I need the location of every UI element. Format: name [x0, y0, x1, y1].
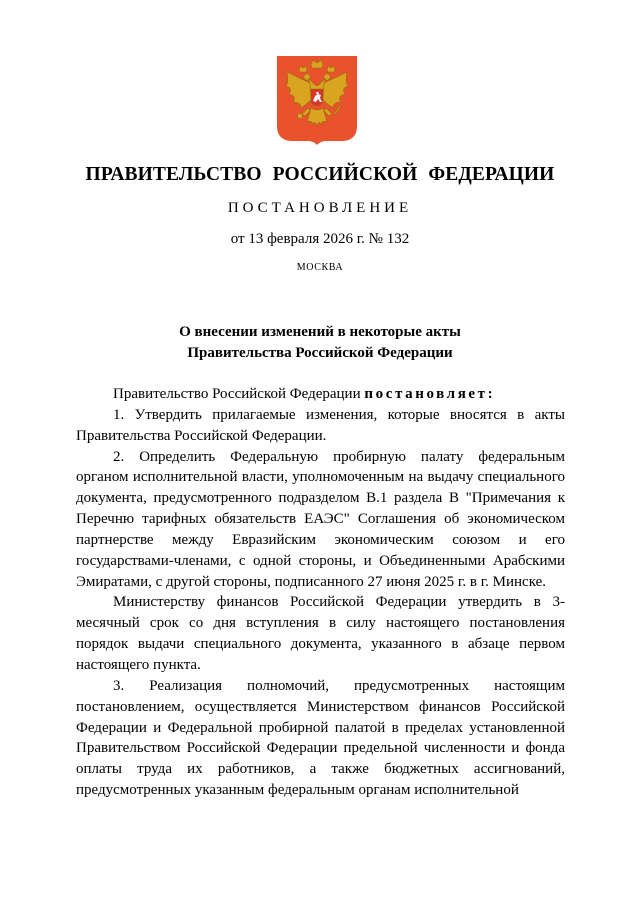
- paragraph-1: 1. Утвердить прилагаемые изменения, которые вносятся в акты Правительства Российской Федерации.: [76, 406, 565, 444]
- intro-prefix: Правительство Российской Федерации: [113, 386, 365, 402]
- document-city: МОСКВА: [296, 262, 344, 273]
- document-subject: [0, 322, 640, 364]
- government-title: ПРАВИТЕЛЬСТВО РОССИЙСКОЙ ФЕДЕРАЦИИ: [85, 164, 555, 185]
- coat-of-arms-icon: [277, 56, 357, 145]
- intro-paragraph: [76, 384, 565, 405]
- subject-line-1: О внесении изменений в некоторые акты: [179, 324, 461, 340]
- document-type: ПОСТАНОВЛЕНИЕ: [227, 200, 413, 216]
- paragraph-3: Министерству финансов Российской Федерации утвердить в 3-месячный срок со дня вступления в силу настоящего постановления порядок выдачи специального документа, указанного в абзаце первом настоящего пункта.: [76, 594, 565, 673]
- subject-line-2: Правительства Российской Федерации: [187, 345, 453, 361]
- paragraph-4: 3. Реализация полномочий, предусмотренных настоящим постановлением, осуществляется Министерством финансов Российской Федерации и Федеральной пробирной палатой в пределах установленной Правительством Российской Федерации предельной численности и фонда оплаты труда их работников, а также бюджетных ассигнований, предусмотренных указанным федеральным органам исполнительной: [76, 677, 565, 799]
- paragraph-2: 2. Определить Федеральную пробирную палату федеральным органом исполнительной власти, уполномоченным на выдачу специального документа, предусмотренного подразделом В.1 раздела В "Примечания к Перечню тарифных обязательств ЕАЭС" Соглашения об экономическом партнерстве между Евразийским экономическим союзом и его государствами-членами, с одной стороны, и Объединенными Арабскими Эмиратами, с другой стороны, подписанного 27 июня 2025 г. в г. Минске.: [76, 448, 565, 590]
- document-date: от 13 февраля 2026 г. № 132: [230, 231, 410, 247]
- document-body: [76, 384, 565, 801]
- decree-word: постановляет:: [364, 386, 496, 402]
